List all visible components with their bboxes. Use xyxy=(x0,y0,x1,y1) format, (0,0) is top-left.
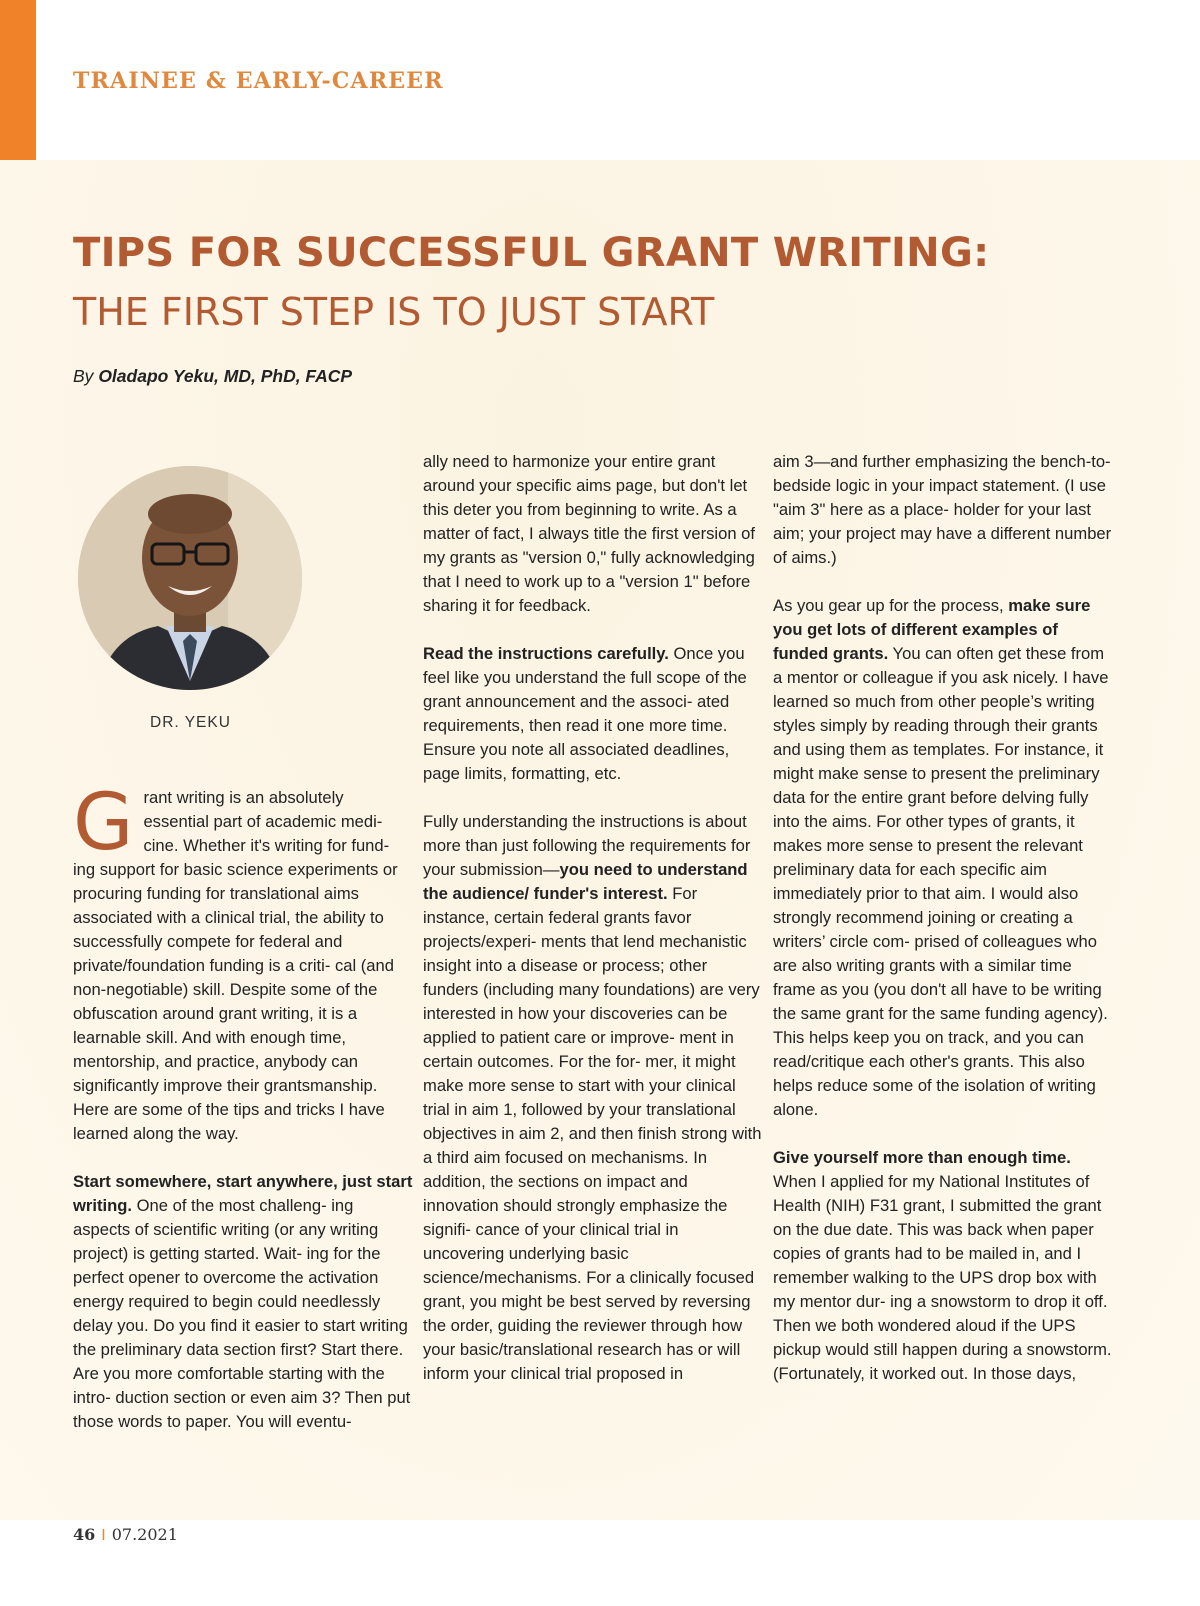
photo-caption: DR. YEKU xyxy=(150,714,231,731)
article-column-3 xyxy=(773,450,1113,1410)
section-label: TRAINEE & EARLY-CAREER xyxy=(73,68,444,94)
article-subtitle: THE FIRST STEP IS TO JUST START xyxy=(73,290,715,334)
paragraph-text: When I applied for my National Institutes of Health (NIH) F31 grant, I submitted the grant on the due date. This was back when paper copies of grants had to be mailed in, and I remember walking to the UPS drop box with my mentor dur- ing a snowstorm to drop it off. Then we both wondered aloud if the UPS pickup would still happen during a snowstorm. (Fortunately, it worked out. In those days, xyxy=(773,1172,1112,1383)
paragraph-text: One of the most challeng- ing aspects of scientific writing (or any writing project) is getting started. Wait- ing for the perfect opener to overcome the activation energy required to begin could needlessly delay you. Do you find it easier to start writing the preliminary data section first? Start there. Are you more comfortable starting with the intro- duction section or even aim 3? Then put those words to paper. You will eventu- xyxy=(73,1196,411,1431)
author-photo xyxy=(78,466,302,690)
intro-paragraph xyxy=(73,778,413,1146)
page-footer xyxy=(73,1525,178,1545)
paragraph-heading: Give yourself more than enough time. xyxy=(773,1148,1071,1167)
paragraph xyxy=(73,1170,413,1434)
footer-separator: I xyxy=(101,1527,106,1544)
paragraph-heading: Start somewhere, start anywhere, just start writing. xyxy=(73,1172,413,1215)
article-column-1 xyxy=(73,778,413,1458)
byline xyxy=(73,366,352,387)
paragraph xyxy=(773,594,1113,1122)
paragraph xyxy=(423,810,763,1386)
paragraph-text: You can often get these from a mentor or colleague if you ask nicely. I have learned so much from other people’s writing styles simply by reading through their grants and using them as templates. For instance, it might make sense to present the preliminary data for the entire grant before delving fully into the aims. For other types of grants, it makes more sense to present the relevant preliminary data for each specific aim immediately prior to that aim. I would also strongly recommend joining or creating a writers’ circle com- prised of colleagues who are also writing grants with a similar time frame as you (you don't all have to be writing the same grant for the same funding agency). This helps keep you on track, and you can read/critique each other's grants. This also helps reduce some of the isolation of writing alone. xyxy=(773,644,1109,1119)
drop-cap: G xyxy=(73,778,134,868)
page-number: 46 xyxy=(73,1525,96,1544)
byline-author: Oladapo Yeku, MD, PhD, FACP xyxy=(98,366,353,386)
paragraph-text: Fully understanding the instructions is about more than just following the requirements for your submission— xyxy=(423,812,751,879)
article-title: TIPS FOR SUCCESSFUL GRANT WRITING: xyxy=(73,230,990,276)
paragraph-text: Once you feel like you understand the full scope of the grant announcement and the associ- ated requirements, then read it one more time. Ensure you note all associated deadlines, page limits, formatting, etc. xyxy=(423,644,747,783)
paragraph-emphasis: you need to understand the audience/ funder's interest. xyxy=(423,860,748,903)
paragraph-heading: Read the instructions carefully. xyxy=(423,644,669,663)
accent-bar xyxy=(0,0,36,160)
article-column-2 xyxy=(423,450,763,1410)
issue-date: 07.2021 xyxy=(111,1525,178,1544)
intro-text: rant writing is an absolutely essential part of academic medi- cine. Whether it's writing for fund- ing support for basic science experiments or procuring funding for translational aims associated with a clinical trial, the ability to successfully compete for federal and private/foundation funding is a criti- cal (and non-negotiable) skill. Despite some of the obfuscation around grant writing, it is a learnable skill. And with enough time, mentorship, and practice, anybody can significantly improve their grantsmanship. Here are some of the tips and tricks I have learned along the way. xyxy=(73,788,398,1143)
byline-prefix: By xyxy=(73,366,94,386)
paragraph-emphasis: make sure you get lots of different examples of funded grants. xyxy=(773,596,1091,663)
paragraph xyxy=(773,1146,1113,1386)
paragraph xyxy=(423,642,763,786)
paragraph-text: As you gear up for the process, xyxy=(773,596,1009,615)
paragraph-text: For instance, certain federal grants favor projects/experi- ments that lend mechanistic insight into a disease or process; other funders (including many foundations) are very interested in how your discoveries can be applied to patient care or improve- ment in certain outcomes. For the for- mer, it might make more sense to start with your clinical trial in aim 1, followed by your translational objectives in aim 2, and then finish strong with a third aim focused on mechanisms. In addition, the sections on impact and innovation should strongly emphasize the signifi- cance of your clinical trial in uncovering underlying basic science/mechanisms. For a clinically focused grant, you might be best served by reversing the order, guiding the reviewer through how your basic/translational research has or will inform your clinical trial proposed in xyxy=(423,884,762,1383)
paragraph: ally need to harmonize your entire grant around your specific aims page, but don't let this deter you from beginning to write. As a matter of fact, I always title the first version of my grants as "version 0," fully acknowledging that I need to work up to a "version 1" before sharing it for feedback. xyxy=(423,452,755,615)
paragraph: aim 3—and further emphasizing the bench-to-bedside logic in your impact statement. (I use "aim 3" here as a place- holder for your last aim; your project may have a different number of aims.) xyxy=(773,452,1112,567)
